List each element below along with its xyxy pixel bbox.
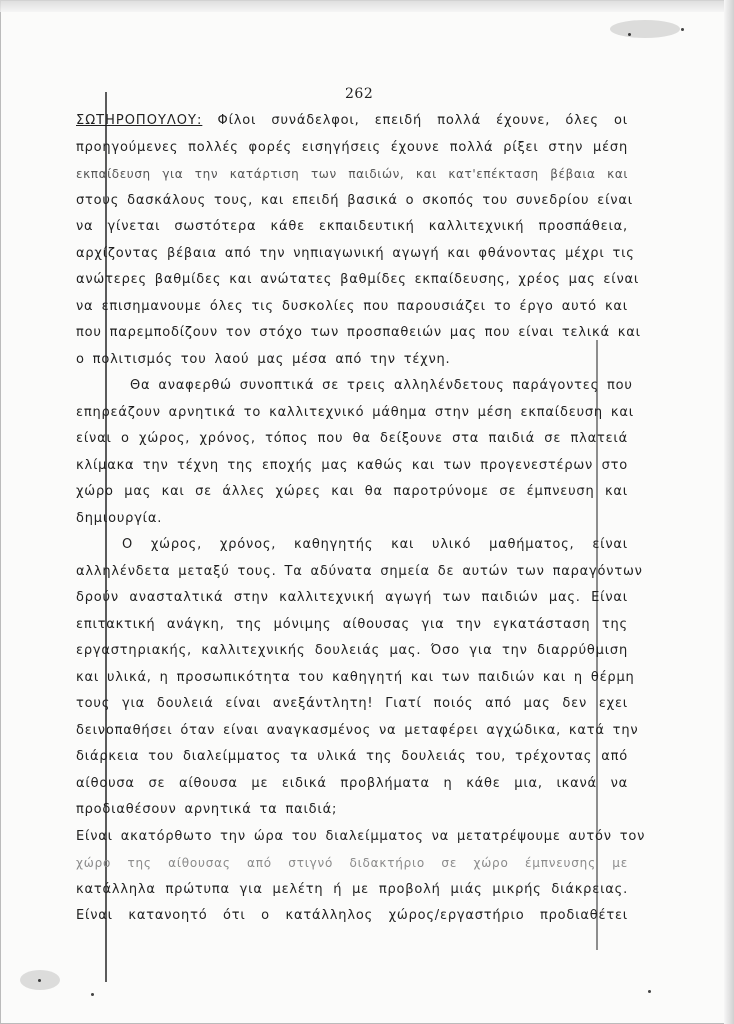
text-line-8: να επισημανουμε όλες τις δυσκολίες που παρουσιάζει το έργο αυτό και bbox=[76, 298, 628, 314]
scan-speck bbox=[91, 993, 94, 996]
text-line-19: δρούν ανασταλτικά στην καλλιτεχνική αγωγή των παιδιών μας. Είναι bbox=[76, 590, 628, 605]
text-line-7: ανώτερες βαθμίδες και ανώτατες βαθμίδες εκπαίδευσης, χρέος μας είναι bbox=[76, 272, 640, 287]
text-line-16: δημιουργία. bbox=[76, 510, 163, 526]
page-number: 262 bbox=[345, 86, 374, 102]
text-line-25: διάρκεια του διαλείμματος τα υλικά της δουλειάς του, τρέχοντας από bbox=[76, 749, 628, 764]
text-line-22: και υλικά, η προσωπικότητα του καθηγητή και των παιδιών και η θέρμη bbox=[76, 669, 635, 685]
text-line-5: να γίνεται σωστότερα κάθε εκπαιδευτική καλλιτεχνική προσπάθεια, bbox=[76, 219, 628, 234]
scan-speck bbox=[681, 28, 684, 31]
text-line-14: κλίμακα την τέχνη της εποχής μας καθώς και των προγενεστέρων στο bbox=[76, 457, 628, 473]
text-line-18: αλληλένδετα μεταξύ τους. Τα αδύνατα σημεία δε αυτών των παραγόντων bbox=[76, 563, 643, 579]
text-line-2: προηγούμενες πολλές φορές εισηγήσεις έχουνε πολλά ρίξει στην μέση bbox=[76, 139, 628, 155]
text-line-26: αίθουσα σε αίθουσα με ειδικά προβλήματα η κάθε μια, ικανά να bbox=[76, 775, 628, 791]
text-line-15: χώρο μας και σε άλλες χώρες και θα παροτρύνομε σε έμπνευση και bbox=[76, 484, 628, 499]
scan-speck bbox=[648, 990, 651, 993]
text-line-23: τους για δουλειά είναι ανεξάντλητη! Γιατί ποιός από μας δεν εχει bbox=[76, 696, 628, 711]
speaker-name: ΣΩΤΗΡΟΠΟΥΛΟΥ: bbox=[76, 113, 203, 128]
text-line-29: χώρο της αίθουσας από στιγνό διδακτήριο σε χώρο έμπνευσης με bbox=[76, 856, 628, 870]
text-line-1 bbox=[76, 108, 628, 135]
text-line-1-content: Φίλοι συνάδελφοι, επειδή πολλά έχουνε, όλες οι bbox=[217, 113, 628, 128]
text-line-11: Θα αναφερθώ συνοπτικά σε τρεις αλληλένδετους παράγοντες που bbox=[130, 378, 633, 393]
text-line-20: επιτακτική ανάγκη, της μόνιμης αίθουσας για την εγκατάσταση της bbox=[76, 616, 628, 632]
scan-smudge bbox=[20, 970, 60, 990]
text-line-6: αρχίζοντας βέβαια από την νηπιαγωνική αγωγή και φθάνοντας μέχρι τις bbox=[76, 245, 635, 261]
text-line-4: στους δασκάλους τους, και επειδή βασικά ο σκοπός του συνεδρίου είναι bbox=[76, 192, 633, 208]
text-line-3: εκπαίδευση για την κατάρτιση των παιδιών, και κατ'επέκταση βέβαια και bbox=[76, 167, 628, 181]
document-body bbox=[76, 108, 646, 930]
text-line-24: δεινοπαθήσει όταν είναι αναγκασμένος να μεταφέρει αγχώδικα, κατά την bbox=[76, 722, 639, 738]
text-line-17: Ο χώρος, χρόνος, καθηγητής και υλικό μαθήματος, είναι bbox=[122, 537, 628, 552]
scan-right-edge-shadow bbox=[724, 0, 734, 1024]
text-line-13: είναι ο χώρος, χρόνος, τόπος που θα δείξουνε στα παιδιά σε πλατειά bbox=[76, 431, 628, 446]
text-line-27: προδιαθέσουν αρνητικά τα παιδιά; bbox=[76, 802, 338, 817]
text-line-28: Είναι ακατόρθωτο την ώρα του διαλείμματος να μετατρέψουμε αυτόν τον bbox=[76, 828, 646, 844]
text-line-12: επηρεάζουν αρνητικά το καλλιτεχνικό μάθημα στην μέση εκπαίδευση και bbox=[76, 404, 634, 420]
scan-smudge bbox=[610, 20, 680, 38]
text-line-30: κατάλληλα πρώτυπα για μελέτη ή με προβολή μιάς μικρής διάκρειας. bbox=[76, 881, 628, 897]
text-line-10: ο πολιτισμός του λαού μας μέσα από την τέχνη. bbox=[76, 351, 451, 367]
text-line-31: Είναι κατανοητό ότι ο κατάλληλος χώρος/εργαστήριο προδιαθέτει bbox=[76, 908, 628, 923]
text-line-21: εργαστηριακής, καλλιτεχνικής δουλειάς μας. Όσο για την διαρρύθμιση bbox=[76, 643, 628, 658]
text-line-9: που παρεμποδίζουν τον στόχο των προσπαθειών μας που είναι τελικά και bbox=[76, 325, 641, 340]
scan-top-edge-shadow bbox=[0, 0, 734, 12]
